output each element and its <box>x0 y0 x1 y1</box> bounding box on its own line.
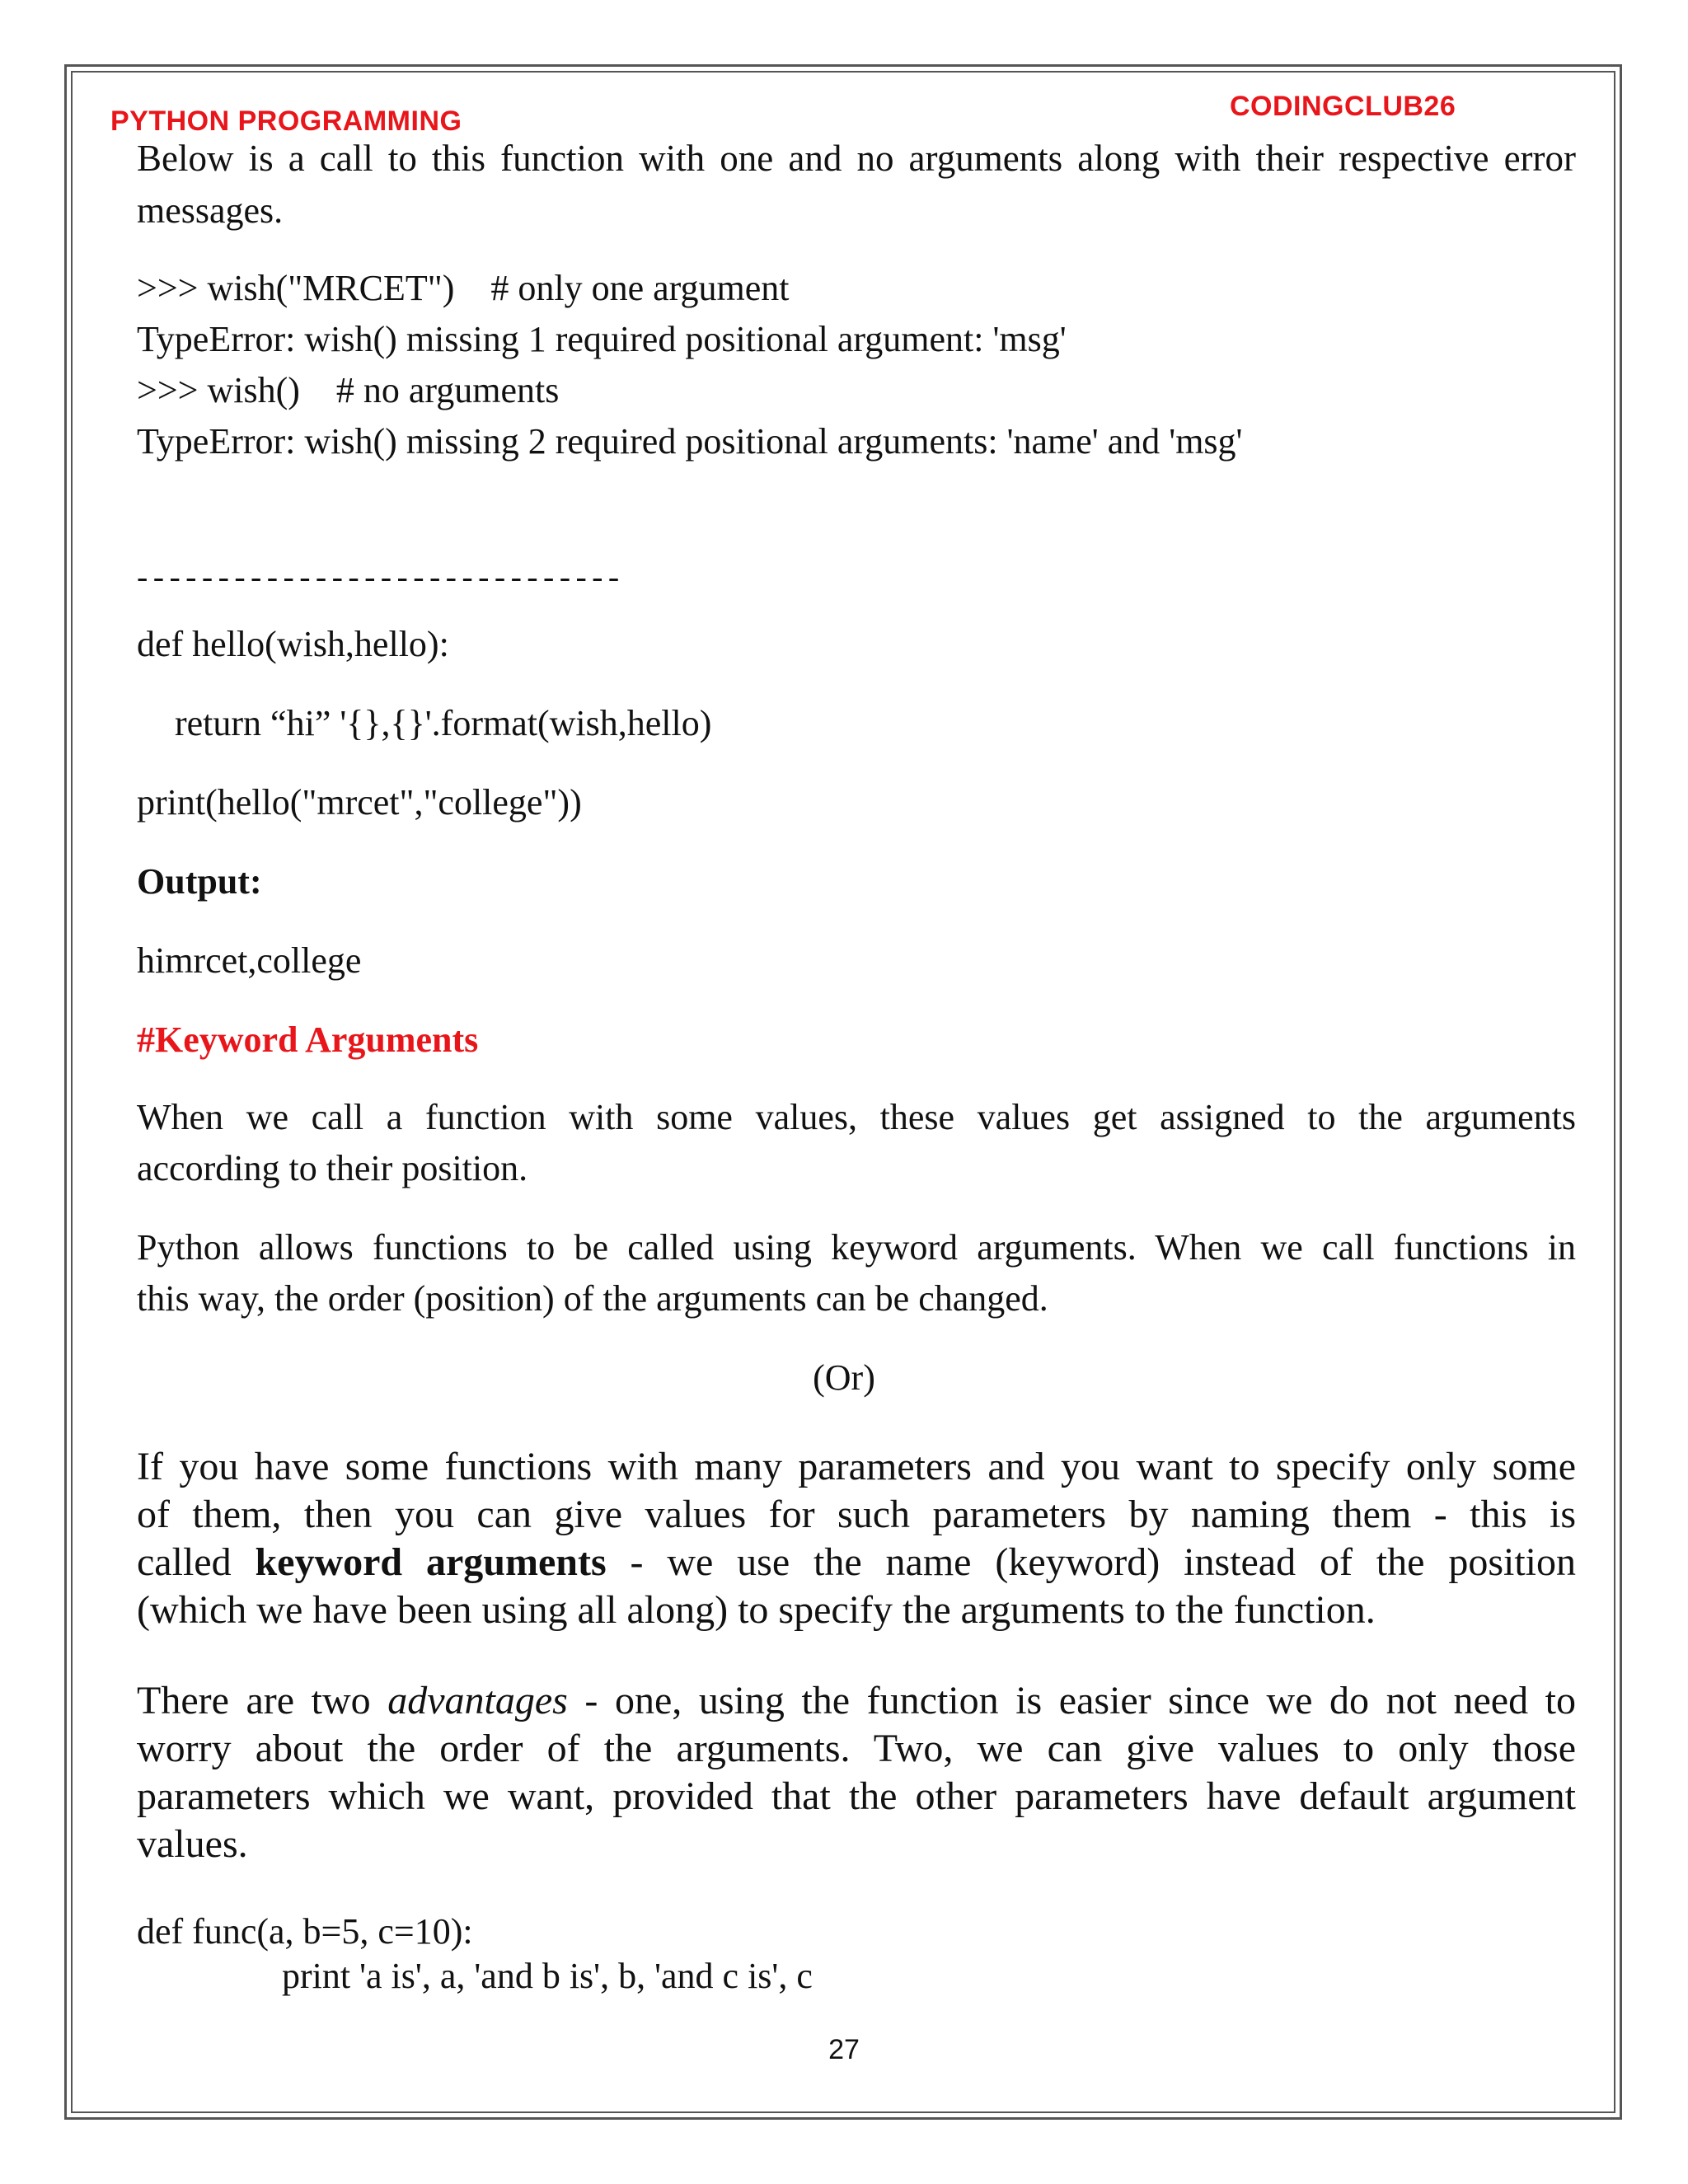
keyword-arguments-bold: keyword arguments <box>255 1540 607 1584</box>
output-label: Output: <box>137 861 262 902</box>
para3-line-1: If you have some functions with many parameters and you want to specify only some <box>137 1445 1576 1488</box>
para4-line-1-post: - one, using the function is easier since we do not need to <box>567 1679 1576 1722</box>
code-line-print-func: print 'a is', a, 'and b is', b, 'and c is', c <box>282 1956 813 1996</box>
intro-line-2: messages. <box>137 190 284 231</box>
or-text: (Or) <box>813 1357 875 1398</box>
page-number: 27 <box>828 2034 860 2065</box>
para2-line-1: Python allows functions to be called using keyword arguments. When we call functions in <box>137 1227 1576 1268</box>
para3-line-2: of them, then you can give values for such parameters by naming them - this is <box>137 1493 1576 1536</box>
para1-line-2: according to their position. <box>137 1148 528 1188</box>
para4-line-1 <box>137 1678 1576 1723</box>
para4-line-2: worry about the order of the arguments. Two, we can give values to only those <box>137 1727 1576 1770</box>
para2-line-2: this way, the order (position) of the arguments can be changed. <box>137 1278 1048 1319</box>
error-call-2: >>> wish() # no arguments <box>137 370 560 410</box>
para4-line-1-pre: There are two <box>137 1679 388 1722</box>
code-line-def-func: def func(a, b=5, c=10): <box>137 1911 473 1952</box>
output-value: himrcet,college <box>137 940 362 981</box>
keyword-arguments-heading: #Keyword Arguments <box>137 1019 479 1060</box>
header-right-title: CODINGCLUB26 <box>1230 91 1456 122</box>
separator-line: ------------------------------ <box>137 558 625 595</box>
para4-line-3: parameters which we want, provided that the other parameters have default argument <box>137 1774 1576 1818</box>
para3-line-4: (which we have been using all along) to specify the arguments to the function. <box>137 1588 1376 1632</box>
advantages-italic: advantages <box>387 1679 568 1722</box>
para3-line-3-post: - we use the name (keyword) instead of the position <box>606 1540 1577 1584</box>
para4-line-4: values. <box>137 1822 248 1866</box>
code-line-print: print(hello("mrcet","college")) <box>137 782 582 823</box>
code-line-def-hello: def hello(wish,hello): <box>137 624 449 664</box>
header-left-title: PYTHON PROGRAMMING <box>110 105 462 137</box>
intro-line-1: Below is a call to this function with one and no arguments along with their respective error <box>137 138 1576 179</box>
para3-line-3 <box>137 1540 1576 1585</box>
error-message-2: TypeError: wish() missing 2 required positional arguments: 'name' and 'msg' <box>137 421 1243 462</box>
error-message-1: TypeError: wish() missing 1 required positional argument: 'msg' <box>137 319 1067 359</box>
para1-line-1: When we call a function with some values, these values get assigned to the arguments <box>137 1097 1576 1137</box>
error-call-1: >>> wish("MRCET") # only one argument <box>137 268 790 308</box>
para3-line-3-pre: called <box>137 1540 256 1584</box>
code-line-return: return “hi” '{},{}'.format(wish,hello) <box>175 703 712 743</box>
